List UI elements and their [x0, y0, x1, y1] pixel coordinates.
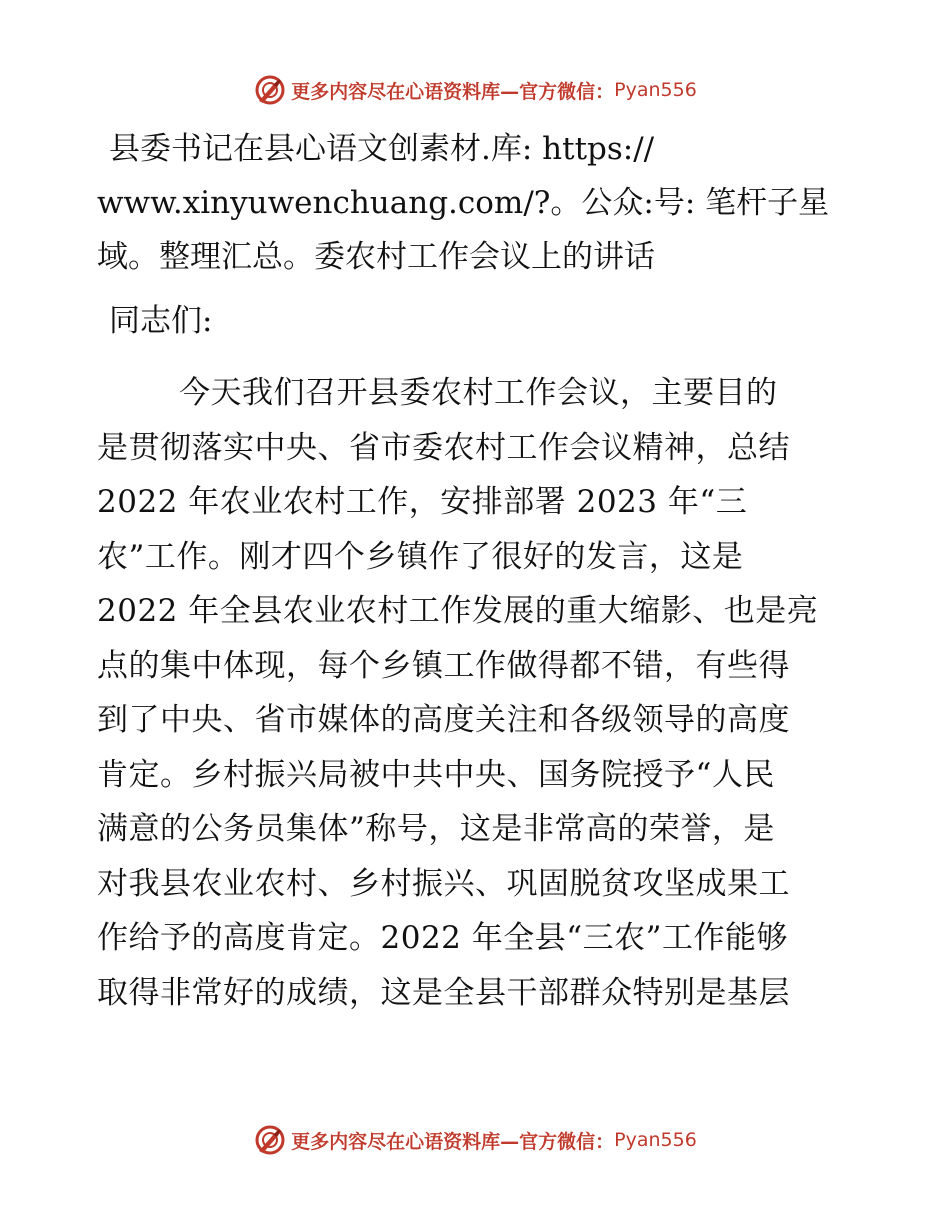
document-title	[97, 122, 857, 284]
footer-watermark-banner	[0, 1120, 950, 1160]
header-watermark-account: Pyan556	[614, 79, 697, 101]
speech-paragraph	[97, 366, 857, 1020]
paragraph-line: 满意的公务员集体”称号，这是非常高的荣誉，是	[97, 811, 775, 847]
footer-watermark-text: 更多内容尽在心语资料库—官方微信：	[291, 1130, 615, 1153]
paragraph-line: 农”工作。刚才四个乡镇作了很好的发言，这是	[97, 538, 744, 575]
paragraph-line: 到了中央、省市媒体的高度关注和各级领导的高度	[97, 702, 790, 738]
footer-watermark-account: Pyan556	[614, 1129, 697, 1151]
paragraph-line: 肯定。乡村振兴局被中共中央、国务院授予“人民	[97, 756, 775, 793]
title-line: 域。整理汇总。委农村工作会议上的讲话	[97, 239, 655, 275]
paragraph-line: 对我县农业农村、乡村振兴、巩固脱贫攻坚成果工	[97, 865, 790, 902]
paragraph-line: 点的集中体现，每个乡镇工作做得都不错，有些得	[97, 647, 790, 684]
paragraph-line: 2022 年农业农村工作，安排部署 2023 年“三	[97, 484, 748, 520]
header-watermark-banner	[0, 70, 950, 110]
salutation: 同志们:	[109, 303, 213, 339]
title-line: www.xinyuwenchuang.com/?。公众:号: 笔杆子星	[97, 185, 830, 221]
header-watermark-text: 更多内容尽在心语资料库—官方微信：	[291, 80, 615, 103]
paragraph-line: 作给予的高度肯定。2022 年全县“三农”工作能够	[97, 920, 788, 956]
paragraph-line: 是贯彻落实中央、省市委农村工作会议精神，总结	[97, 429, 790, 466]
paragraph-line: 取得非常好的成绩，这是全县干部群众特别是基层	[97, 974, 790, 1011]
pen-swirl-logo-icon	[253, 1123, 287, 1157]
document-body	[97, 122, 857, 1020]
title-line: 县委书记在县心语文创素材.库: https://	[109, 131, 655, 167]
paragraph-line: 2022 年全县农业农村工作发展的重大缩影、也是亮	[97, 593, 819, 629]
paragraph-line: 今天我们召开县委农村工作会议，主要目的	[179, 375, 778, 411]
pen-swirl-logo-icon	[253, 73, 287, 107]
